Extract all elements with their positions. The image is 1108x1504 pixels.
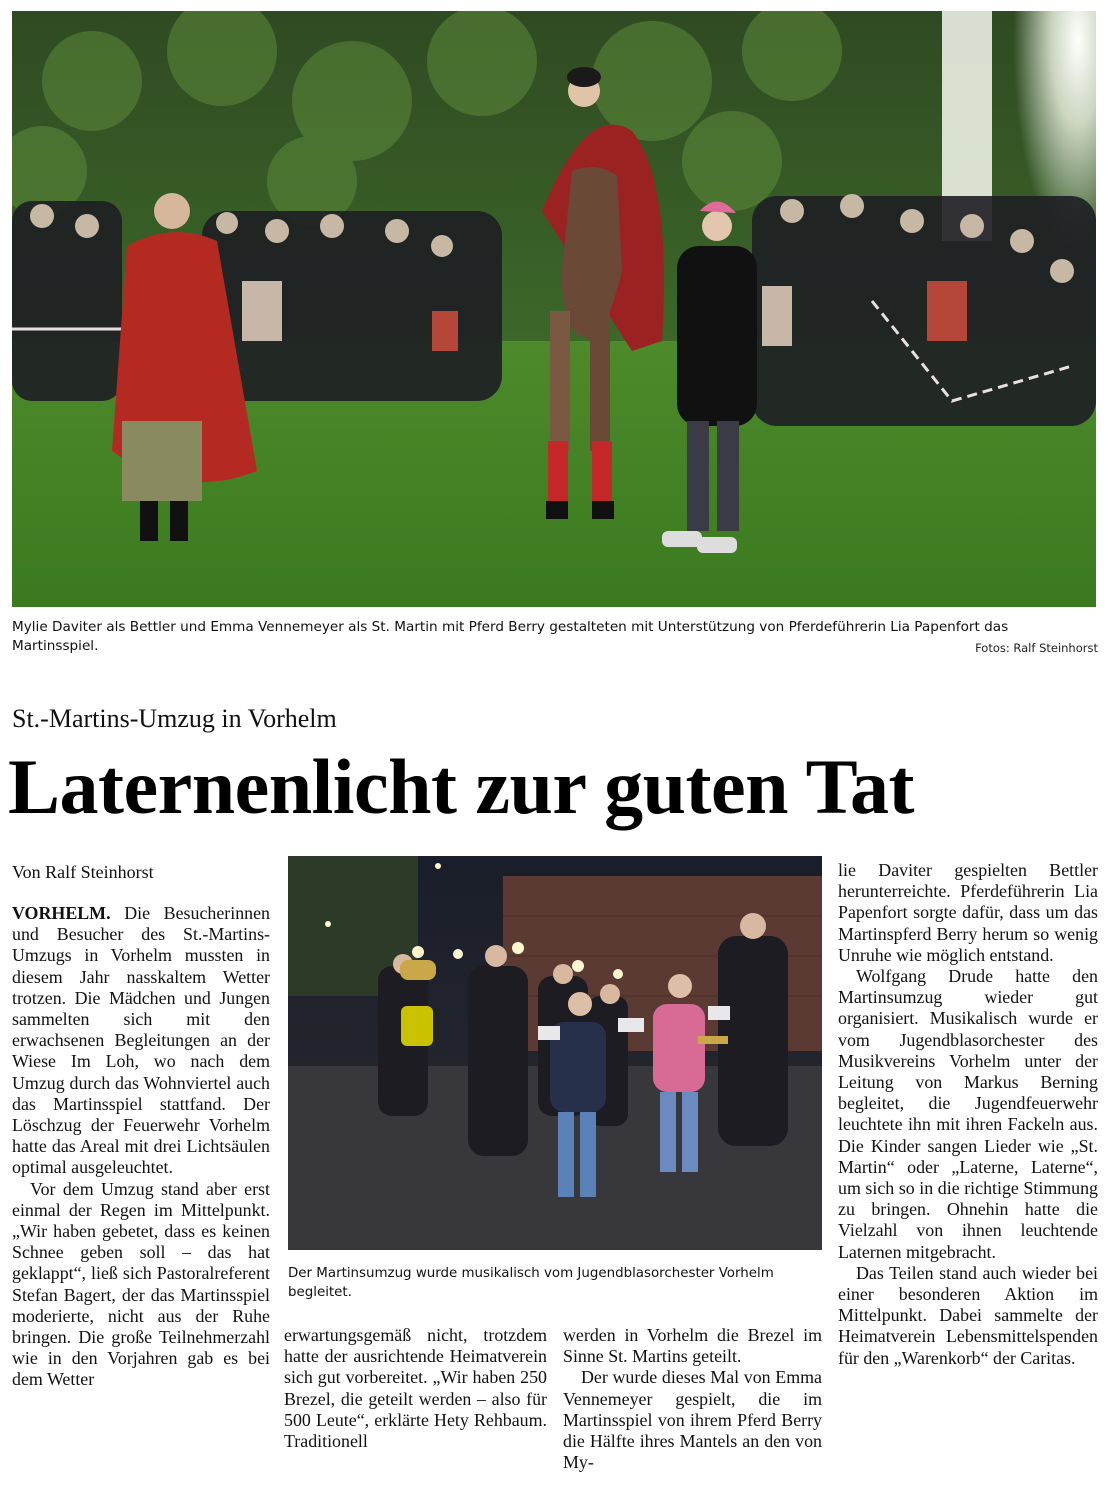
article-paragraph: Vor dem Umzug stand aber erst einmal der Regen im Mittelpunkt. „Wir haben gebetet, dass es keinen Schnee geben soll – das hat geklappt“, ließ sich Pastoralreferent Stefan Bagert, der das Martinsspiel moderierte, nicht aus der Ruhe bringen. Die große Teilnehmerzahl wie in den Vorjahren gab es bei dem Wetter xyxy=(12,1178,270,1390)
dateline: VORHELM. xyxy=(12,903,111,923)
article-column-2 xyxy=(284,1325,547,1452)
band-photo-illustration xyxy=(288,856,822,1250)
article-column-3 xyxy=(563,1325,822,1473)
hero-photo-caption: Mylie Daviter als Bettler und Emma Vennemeyer als St. Martin mit Pferd Berry gestalteten mit Unterstützung von Pferdeführerin Lia Papenfort das Martinsspiel. xyxy=(12,619,1009,654)
article-byline: Von Ralf Steinhorst xyxy=(12,862,154,882)
article-headline: Laternenlicht zur guten Tat xyxy=(8,743,914,830)
article-kicker: St.-Martins-Umzug in Vorhelm xyxy=(12,704,337,733)
paragraph-text: Die Besucherinnen und Besucher des St.-Martins-Umzugs in Vorhelm mussten in diesem Jahr nasskaltem Wetter trotzen. Die Mädchen und Jungen sammelten sich mit den erwachsenen Begleitungen an der Wiese Im Loh, wo nach dem Umzug durch das Wohnviertel auch das Martinsspiel stattfand. Der Löschzug der Feuerwehr Vorhelm hatte das Areal mit drei Lichtsäulen optimal ausgeleuchtet. xyxy=(12,903,270,1178)
hero-photo xyxy=(12,11,1096,607)
article-column-1 xyxy=(12,903,270,1391)
article-paragraph: Der wurde dieses Mal von Emma Vennemeyer gespielt, die im Martinsspiel von ihrem Pferd Berry die Hälfte ihres Mantels an den von My- xyxy=(563,1367,822,1473)
article-paragraph: Das Teilen stand auch wieder bei einer besonderen Aktion im Mittelpunkt. Dabei sammelte der Heimatverein Lebensmittelspenden für den „Warenkorb“ der Caritas. xyxy=(838,1262,1098,1368)
article-paragraph xyxy=(12,903,270,1179)
hero-photo-illustration xyxy=(12,11,1096,607)
article-paragraph: lie Daviter gespielten Bettler herunterreichte. Pferdeführerin Lia Papenfort sorgte dafür, dass um das Martinspferd Berry herum so wenig Unruhe wie möglich entstand. xyxy=(838,860,1098,965)
article-column-4 xyxy=(838,860,1098,1369)
article-paragraph: Wolfgang Drude hatte den Martinsumzug wieder gut organisiert. Musikalisch wurde er vom Jugendblasorchester des Musikvereins Vorhelm unter der Leitung von Markus Berning begleitet, die Jugendfeuerwehr leuchtete ihn mit ihren Fackeln aus. Die Kinder sangen Lieder wie „St. Martin“ oder „Laterne, Laterne“, um sich so in die richtige Stimmung zu bringen. Ohnehin hatte die Vielzahl von ihnen leuchtende Laternen mitgebracht. xyxy=(838,966,1098,1262)
article-paragraph: werden in Vorhelm die Brezel im Sinne St. Martins geteilt. xyxy=(563,1325,822,1367)
band-photo xyxy=(288,856,822,1250)
photo-credit: Fotos: Ralf Steinhorst xyxy=(975,641,1098,655)
band-photo-caption: Der Martinsumzug wurde musikalisch vom Jugendblasorchester Vorhelm begleitet. xyxy=(288,1266,774,1300)
article-paragraph: erwartungsgemäß nicht, trotzdem hatte der ausrichtende Heimatverein sich gut vorbereitet. „Wir haben 250 Brezel, die geteilt werden – also für 500 Leute“, erklärte Hety Rehbaum. Traditionell xyxy=(284,1325,547,1452)
